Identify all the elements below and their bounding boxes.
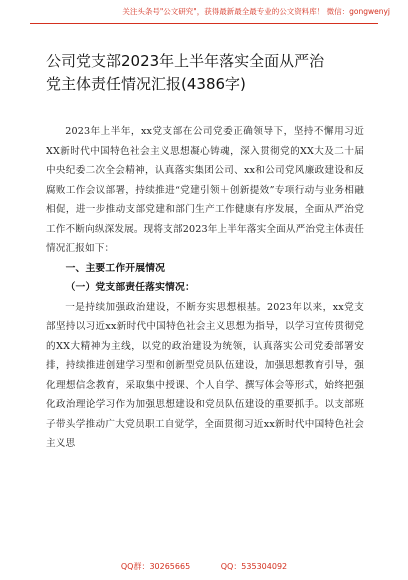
title-line-2: 党主体责任情况汇报(4386字) bbox=[46, 75, 246, 93]
subsection-heading: （一）党支部责任落实情况： bbox=[65, 282, 195, 293]
footer-qq: QQ：535304092 bbox=[220, 562, 288, 571]
header-divider bbox=[30, 23, 378, 24]
document-title bbox=[46, 50, 368, 96]
intro-paragraph: 2023年上半年，xx党支部在公司党委正确领导下，坚持不懈用习近XX新时代中国特色社会主义思想凝心铸魂，深入贯彻党的XX大及二十届中央纪委二次全会精神，认真落实集团公司、xx和公司党风廉政建设和反腐败工作会议部署，持续推进“党建引领＋创新提效”专项行动与业务相融相促，进一步推动支部党建和部门生产工作健康有序发展，全面从严治党工作不断向纵深发展。现将支部2023年上半年落实全面从严治党主体责任情况汇报如下： bbox=[46, 126, 364, 254]
section-paragraph: 一是持续加强政治建设，不断夯实思想根基。2023年以来，xx党支部坚持以习近xx新时代中国特色社会主义思想为指导，以学习宣传贯彻党的XX大精神为主线，以党的政治建设为统领，认真落实公司党委部署安排，持续推进创建学习型和创新型党员队伍建设，加强思想教育引导，强化理想信念教育，采取集中授课、个人自学、撰写体会等形式，始终把强化政治理论学习作为加强思想建设和党员队伍建设的重要抓手。以支部班子带头学推动广大党员职工自觉学，全面贯彻习近xx新时代中国特色社会主义思 bbox=[46, 301, 364, 449]
footer-contact bbox=[0, 561, 408, 572]
title-line-1: 公司党支部2023年上半年落实全面从严治 bbox=[46, 52, 325, 70]
header-banner: 关注头条号"公文研究"，获得最新最全最专业的公文资料库！ 微信：gongwenyj bbox=[122, 7, 390, 16]
document-body bbox=[46, 122, 364, 454]
section-heading: 一、主要工作开展情况 bbox=[65, 262, 166, 274]
footer-qq-group: QQ群：30265665 bbox=[120, 562, 191, 571]
